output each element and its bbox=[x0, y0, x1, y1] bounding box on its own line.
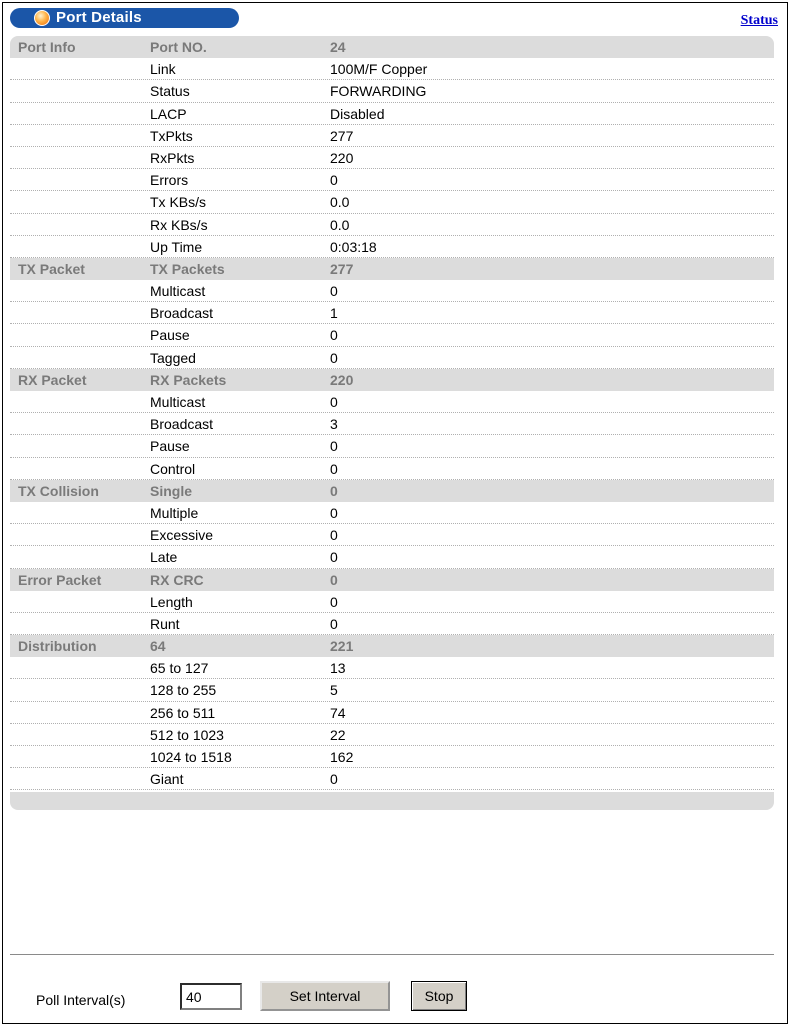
field-value: 1 bbox=[330, 305, 338, 322]
section-header-row bbox=[10, 369, 774, 391]
field-value: 22 bbox=[330, 726, 346, 743]
table-row bbox=[10, 214, 774, 236]
set-interval-button[interactable]: Set Interval bbox=[260, 981, 390, 1011]
section-label: Error Packet bbox=[18, 571, 102, 588]
field-value: 220 bbox=[330, 149, 354, 166]
field-label: 1024 to 1518 bbox=[150, 749, 232, 765]
field-value: 0 bbox=[330, 549, 338, 566]
field-value: 0 bbox=[330, 571, 338, 588]
field-label: Late bbox=[150, 549, 178, 566]
field-value: 5 bbox=[330, 682, 338, 699]
table-row bbox=[10, 347, 774, 369]
table-row bbox=[10, 413, 774, 435]
table-row bbox=[10, 324, 774, 346]
field-label: Control bbox=[150, 460, 196, 477]
section-header-row bbox=[10, 258, 774, 280]
field-label: Errors bbox=[150, 172, 189, 189]
poll-interval-label: Poll Interval(s) bbox=[36, 992, 126, 1008]
title-bar bbox=[10, 8, 239, 28]
table-row bbox=[10, 302, 774, 324]
field-label: Status bbox=[150, 83, 190, 100]
table-row bbox=[10, 458, 774, 480]
field-label: RX Packets bbox=[150, 371, 227, 388]
divider bbox=[10, 954, 774, 955]
field-value: 0.0 bbox=[330, 194, 350, 211]
table-row bbox=[10, 657, 774, 679]
field-label: TxPkts bbox=[150, 127, 193, 144]
field-value: 162 bbox=[330, 749, 354, 765]
table-row bbox=[10, 679, 774, 701]
table-row bbox=[10, 236, 774, 258]
table-row bbox=[10, 103, 774, 125]
field-label: Tx KBs/s bbox=[150, 194, 207, 211]
field-label: 512 to 1023 bbox=[150, 726, 224, 743]
field-value: 0 bbox=[330, 482, 338, 499]
field-label: Length bbox=[150, 593, 193, 610]
orb-icon bbox=[34, 10, 50, 26]
table-row bbox=[10, 391, 774, 413]
table-row bbox=[10, 591, 774, 613]
field-label: 256 to 511 bbox=[150, 704, 216, 721]
field-value: 74 bbox=[330, 704, 346, 721]
poll-interval-input[interactable] bbox=[180, 983, 242, 1010]
table-row bbox=[10, 746, 774, 768]
table-row bbox=[10, 724, 774, 746]
field-label: Rx KBs/s bbox=[150, 216, 208, 233]
field-value: 0 bbox=[330, 327, 338, 344]
field-value: 3 bbox=[330, 416, 338, 433]
field-label: Multiple bbox=[150, 504, 199, 521]
field-value: 277 bbox=[330, 260, 354, 277]
section-header-row bbox=[10, 569, 774, 591]
field-label: Giant bbox=[150, 771, 184, 788]
table-row bbox=[10, 191, 774, 213]
table-row bbox=[10, 280, 774, 302]
table-row bbox=[10, 169, 774, 191]
field-label: RX CRC bbox=[150, 571, 204, 588]
table-row bbox=[10, 702, 774, 724]
field-value: 221 bbox=[330, 638, 354, 655]
field-label: 64 bbox=[150, 638, 166, 655]
section-header-row bbox=[10, 36, 774, 58]
table-row bbox=[10, 524, 774, 546]
field-value: 100M/F Copper bbox=[330, 61, 428, 78]
section-header-row bbox=[10, 480, 774, 502]
section-label: TX Packet bbox=[18, 260, 85, 277]
page-title: Port Details bbox=[56, 9, 142, 26]
field-value: 0 bbox=[330, 771, 338, 788]
field-value: 0 bbox=[330, 349, 338, 366]
table-row bbox=[10, 435, 774, 457]
field-label: Port NO. bbox=[150, 39, 207, 55]
field-label: Broadcast bbox=[150, 416, 214, 433]
field-label: Up Time bbox=[150, 238, 203, 255]
field-value: 0 bbox=[330, 460, 338, 477]
status-link[interactable]: Status bbox=[740, 13, 778, 28]
field-label: RxPkts bbox=[150, 149, 195, 166]
panel-footer bbox=[10, 792, 774, 810]
field-label: TX Packets bbox=[150, 260, 225, 277]
field-value: 0:03:18 bbox=[330, 238, 377, 255]
table-row bbox=[10, 80, 774, 102]
field-label: 65 to 127 bbox=[150, 660, 209, 677]
table-row bbox=[10, 546, 774, 568]
field-value: Disabled bbox=[330, 105, 385, 122]
section-label: TX Collision bbox=[18, 482, 99, 499]
stop-button[interactable]: Stop bbox=[411, 981, 467, 1011]
section-header-row bbox=[10, 635, 774, 657]
field-value: 0 bbox=[330, 172, 338, 189]
field-value: 0 bbox=[330, 394, 338, 410]
field-value: 0 bbox=[330, 283, 338, 300]
field-value: 0 bbox=[330, 504, 338, 521]
table-row bbox=[10, 502, 774, 524]
field-value: 0 bbox=[330, 527, 338, 544]
port-details-panel bbox=[10, 36, 774, 944]
field-value: 277 bbox=[330, 127, 354, 144]
field-value: 0 bbox=[330, 593, 338, 610]
section-label: RX Packet bbox=[18, 371, 87, 388]
field-label: Pause bbox=[150, 327, 190, 344]
field-value: 0 bbox=[330, 615, 338, 632]
field-value: 0.0 bbox=[330, 216, 350, 233]
field-label: Multicast bbox=[150, 394, 206, 410]
table-row bbox=[10, 768, 774, 790]
field-label: Runt bbox=[150, 615, 180, 632]
section-label: Port Info bbox=[18, 39, 76, 55]
field-label: 128 to 255 bbox=[150, 682, 217, 699]
field-value: 13 bbox=[330, 660, 346, 677]
field-label: Tagged bbox=[150, 349, 196, 366]
field-label: Excessive bbox=[150, 527, 214, 544]
field-value: 0 bbox=[330, 438, 338, 455]
table-row bbox=[10, 58, 774, 80]
field-label: Multicast bbox=[150, 283, 206, 300]
table-row bbox=[10, 147, 774, 169]
field-value: FORWARDING bbox=[330, 83, 427, 100]
field-label: Broadcast bbox=[150, 305, 214, 322]
table-row bbox=[10, 613, 774, 635]
field-label: Pause bbox=[150, 438, 190, 455]
field-label: Single bbox=[150, 482, 193, 499]
field-label: Link bbox=[150, 61, 176, 78]
table-row bbox=[10, 125, 774, 147]
port-details-table bbox=[10, 36, 774, 790]
field-value: 220 bbox=[330, 371, 354, 388]
field-label: LACP bbox=[150, 105, 187, 122]
field-value: 24 bbox=[330, 39, 346, 55]
section-label: Distribution bbox=[18, 638, 97, 655]
